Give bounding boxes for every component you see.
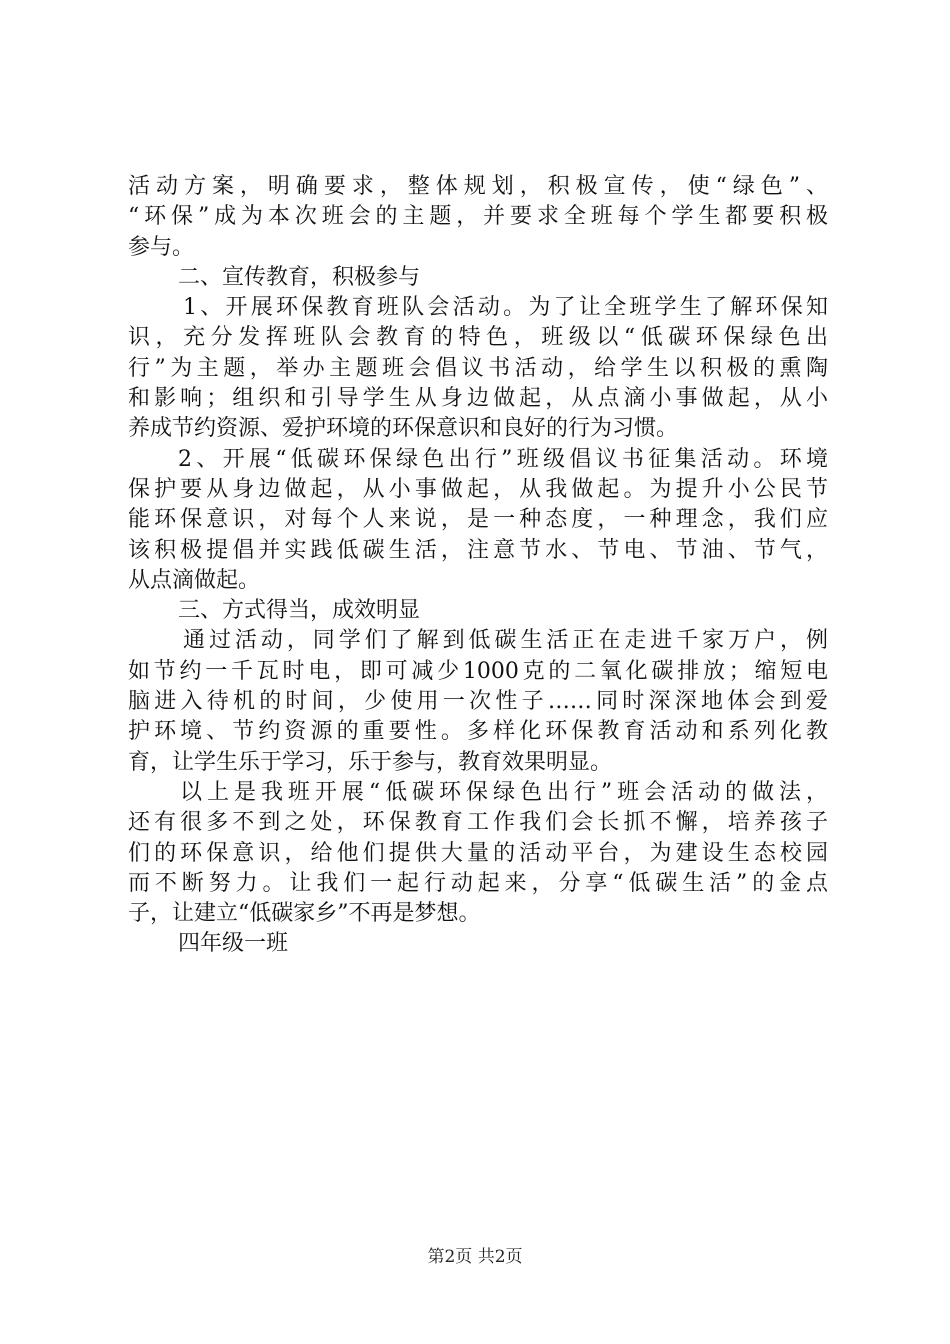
document-body [128,172,828,960]
text-line: 通过活动，同学们了解到低碳生活正在走进千家万户，例 [183,628,828,654]
text-line: 和影响；组织和引导学生从身边做起，从点滴小事做起，从小 [128,386,828,412]
text-line: 育，让学生乐于学习，乐于参与，教育效果明显。 [128,749,613,775]
text-line: 保护要从身边做起，从小事做起，从我做起。为提升小公民节 [128,476,828,502]
section-heading: 二、宣传教育，积极参与 [178,264,421,290]
text-line: 行”为主题，举办主题班会倡议书活动，给学生以积极的熏陶 [128,355,828,381]
text-line: 子，让建立“低碳家乡”不再是梦想。 [128,901,481,927]
page-number-footer: 第2页 共2页 [427,1247,523,1267]
text-line: 以上是我班开展“低碳环保绿色出行”班会活动的做法， [180,779,828,805]
text-line: 该积极提倡并实践低碳生活，注意节水、节电、节油、节气， [128,537,828,563]
text-line: 识，充分发挥班队会教育的特色，班级以“低碳环保绿色出 [128,325,828,351]
text-line: 如节约一千瓦时电，即可减少1000克的二氧化碳排放；缩短电 [128,658,828,684]
text-line: 1、开展环保教育班队会活动。为了让全班学生了解环保知 [183,295,828,321]
text-line: 而不断努力。让我们一起行动起来，分享“低碳生活”的金点 [128,870,828,896]
text-line: 2、开展“低碳环保绿色出行”班级倡议书征集活动。环境 [178,446,828,472]
text-line: “环保”成为本次班会的主题，并要求全班每个学生都要积极 [128,204,828,230]
text-line: 们的环保意识，给他们提供大量的活动平台，为建设生态校园 [128,840,828,866]
text-line: 养成节约资源、爱护环境的环保意识和良好的行为习惯。 [128,416,679,442]
text-line: 还有很多不到之处，环保教育工作我们会长抓不懈，培养孩子 [128,810,828,836]
text-line: 能环保意识，对每个人来说，是一种态度，一种理念，我们应 [128,507,828,533]
text-line: 参与。 [128,234,195,260]
section-heading: 三、方式得当，成效明显 [178,598,421,624]
text-line: 护环境、节约资源的重要性。多样化环保教育活动和系列化教 [128,719,828,745]
signature-line: 四年级一班 [178,931,289,957]
text-line: 脑进入待机的时间，少使用一次性子……同时深深地体会到爱 [128,689,828,715]
text-line: 从点滴做起。 [128,567,261,593]
text-line: 活动方案，明确要求，整体规划，积极宣传，使“绿色”、 [128,174,828,199]
